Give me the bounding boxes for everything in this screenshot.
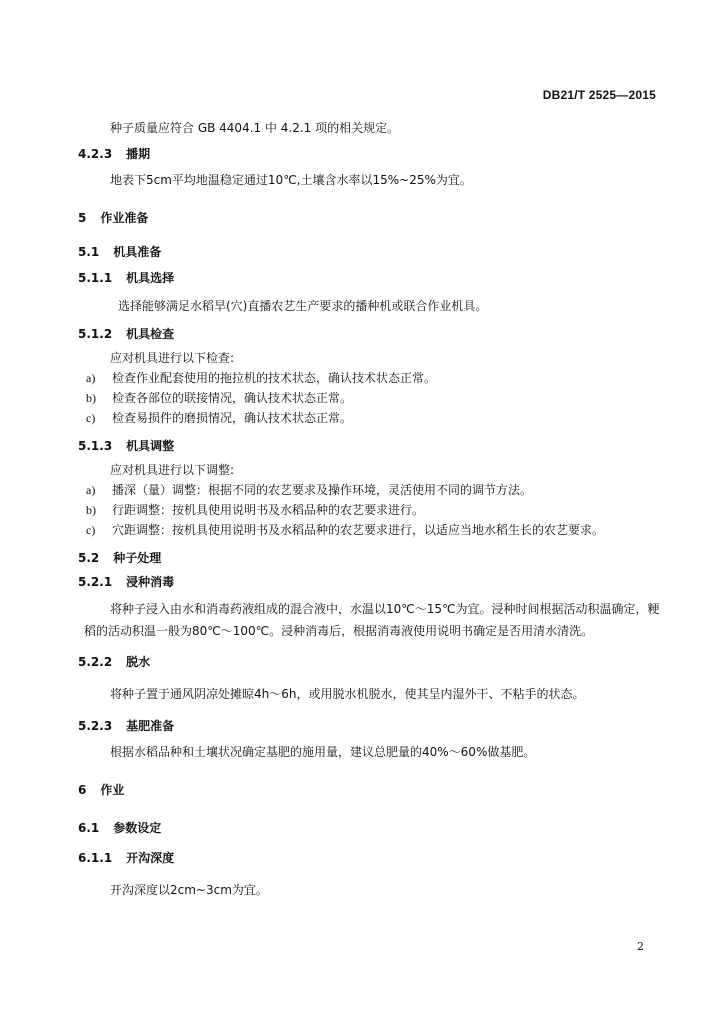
heading-number: 5.2.3 [78, 719, 113, 733]
list-item [86, 388, 660, 408]
heading-title: 作业 [100, 783, 125, 797]
paragraph-text: 选择能够满足水稻旱(穴)直播农艺生产要求的播种机或联合作业机具。 [118, 299, 488, 313]
list-item [86, 480, 660, 500]
heading-title: 脱水 [126, 655, 151, 669]
heading-title: 浸种消毒 [126, 575, 175, 589]
heading-5-2-3 [78, 716, 660, 736]
paragraph [86, 118, 660, 138]
paragraph-text: 根据水稻品种和土壤状况确定基肥的施用量，建议总肥量的40%～60%做基肥。 [110, 745, 536, 759]
heading-5-1-3 [78, 436, 660, 456]
paragraph [86, 460, 660, 480]
heading-number: 5.2.2 [78, 655, 113, 669]
heading-5 [78, 208, 660, 228]
heading-title: 开沟深度 [126, 851, 175, 865]
list-text: 播深（量）调整：根据不同的农艺要求及操作环境，灵活使用不同的调节方法。 [112, 483, 533, 497]
list-marker: a) [86, 483, 96, 497]
list-text: 检查作业配套使用的拖拉机的技术状态，确认技术状态正常。 [112, 371, 437, 385]
list-text: 检查易损件的磨损情况，确认技术状态正常。 [112, 411, 353, 425]
list-marker: c) [86, 523, 96, 537]
heading-title: 机具选择 [126, 271, 175, 285]
list-item [86, 368, 660, 388]
paragraph-text: 应对机具进行以下调整: [110, 463, 235, 477]
heading-6-1-1 [78, 848, 660, 868]
list-text: 穴距调整：按机具使用说明书及水稻品种的农艺要求进行，以适应当地水稻生长的农艺要求。 [112, 523, 605, 537]
paragraph [86, 742, 660, 762]
list-marker: c) [86, 411, 96, 425]
heading-number: 5.1.2 [78, 327, 113, 341]
paragraph-text: 地表下5cm平均地温稳定通过10℃,土壤含水率以15%~25%为宜。 [110, 173, 472, 187]
heading-title: 机具检查 [126, 327, 175, 341]
heading-title: 基肥准备 [126, 719, 175, 733]
heading-number: 5 [78, 211, 87, 225]
document-id: DB21/T 2525—2015 [542, 88, 656, 102]
paragraph [86, 684, 660, 704]
list-marker: b) [86, 503, 96, 517]
paragraph-text: 种子质量应符合 GB 4404.1 中 4.2.1 项的相关规定。 [110, 121, 400, 135]
paragraph [86, 170, 660, 190]
document-body [78, 118, 660, 900]
list-item [86, 500, 660, 520]
paragraph [84, 598, 660, 642]
heading-6 [78, 780, 660, 800]
list-marker: a) [86, 371, 96, 385]
paragraph-text: 将种子置于通风阴凉处摊晾4h～6h，或用脱水机脱水，使其呈内湿外干、不粘手的状态。 [110, 687, 585, 701]
list-text: 检查各部位的联接情况，确认技术状态正常。 [112, 391, 353, 405]
list-marker: b) [86, 391, 96, 405]
list-item [86, 520, 660, 540]
heading-5-2 [78, 548, 660, 568]
heading-5-1-1 [78, 268, 660, 288]
heading-number: 5.1.3 [78, 439, 113, 453]
heading-5-1-2 [78, 324, 660, 344]
list-item [86, 408, 660, 428]
heading-number: 4.2.3 [78, 147, 113, 161]
page-number: 2 [637, 940, 644, 953]
heading-title: 播期 [126, 147, 151, 161]
paragraph [86, 348, 660, 368]
heading-5-2-2 [78, 652, 660, 672]
paragraph-text: 将种子浸入由水和消毒药液组成的混合液中，水温以10℃～15℃为宜。浸种时间根据活动积温确定，粳稻的活动积温一般为80℃～100℃。浸种消毒后，根据消毒液使用说明书确定是否用清水清洗。 [84, 602, 660, 638]
heading-4-2-3 [78, 144, 660, 164]
heading-title: 机具调整 [126, 439, 175, 453]
heading-number: 6.1.1 [78, 851, 113, 865]
heading-number: 5.2.1 [78, 575, 113, 589]
heading-5-2-1 [78, 572, 660, 592]
heading-title: 种子处理 [113, 551, 162, 565]
paragraph-text: 开沟深度以2cm~3cm为宜。 [110, 883, 268, 897]
heading-number: 5.1 [78, 245, 100, 259]
heading-number: 5.1.1 [78, 271, 113, 285]
heading-number: 5.2 [78, 551, 100, 565]
paragraph-text: 应对机具进行以下检查: [110, 351, 235, 365]
heading-number: 6.1 [78, 821, 100, 835]
list-text: 行距调整：按机具使用说明书及水稻品种的农艺要求进行。 [112, 503, 425, 517]
paragraph [86, 296, 660, 316]
heading-title: 机具准备 [113, 245, 162, 259]
paragraph [86, 880, 660, 900]
heading-title: 参数设定 [113, 821, 162, 835]
heading-title: 作业准备 [100, 211, 149, 225]
heading-5-1 [78, 242, 660, 262]
heading-6-1 [78, 818, 660, 838]
heading-number: 6 [78, 783, 87, 797]
